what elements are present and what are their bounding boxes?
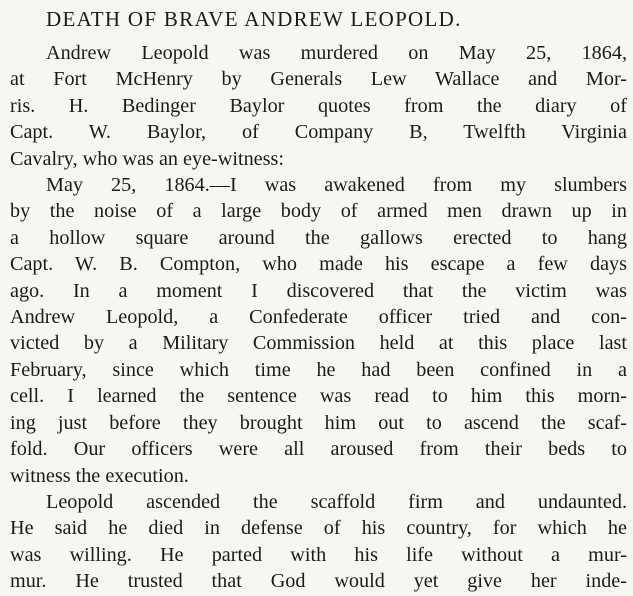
- text-line: at Fort McHenry by Generals Lew Wallace and Mor-: [10, 68, 627, 91]
- article-title: DEATH OF BRAVE ANDREW LEOPOLD.: [46, 7, 462, 31]
- paragraph-scaffold: [10, 489, 627, 595]
- text-line: Cavalry, who was an eye-witness:: [10, 147, 284, 170]
- text-line: Capt. W. Baylor, of Company B, Twelfth Virginia: [10, 121, 627, 144]
- text-line: mur. He trusted that God would yet give her inde-: [10, 570, 627, 593]
- text-line: a hollow square around the gallows erected to hang: [10, 226, 627, 249]
- paragraph-intro: [10, 40, 627, 172]
- text-line: witness the execution.: [10, 464, 189, 487]
- paragraph-diary: [10, 172, 627, 489]
- text-line: ing just before they brought him out to ascend the scaf-: [10, 411, 627, 434]
- text-line: He said he died in defense of his country, for which he: [10, 517, 627, 540]
- text-line: fold. Our officers were all aroused from their beds to: [10, 438, 627, 461]
- text-line: ris. H. Bedinger Baylor quotes from the diary of: [10, 94, 627, 117]
- text-line: Capt. W. B. Compton, who made his escape a few days: [10, 253, 627, 276]
- text-line: February, since which time he had been confined in a: [10, 358, 627, 381]
- text-line: ago. In a moment I discovered that the victim was: [10, 279, 627, 302]
- text-line: was willing. He parted with his life without a mur-: [10, 543, 627, 566]
- text-line: May 25, 1864.—I was awakened from my slumbers: [46, 174, 627, 197]
- text-line: cell. I learned the sentence was read to him this morn-: [10, 385, 627, 408]
- text-line: victed by a Military Commission held at this place last: [10, 332, 627, 355]
- text-line: Andrew Leopold, a Confederate officer tried and con-: [10, 306, 627, 329]
- text-line: Andrew Leopold was murdered on May 25, 1864,: [46, 42, 627, 64]
- text-line: by the noise of a large body of armed men drawn up in: [10, 200, 627, 223]
- text-line: Leopold ascended the scaffold firm and undaunted.: [46, 490, 627, 513]
